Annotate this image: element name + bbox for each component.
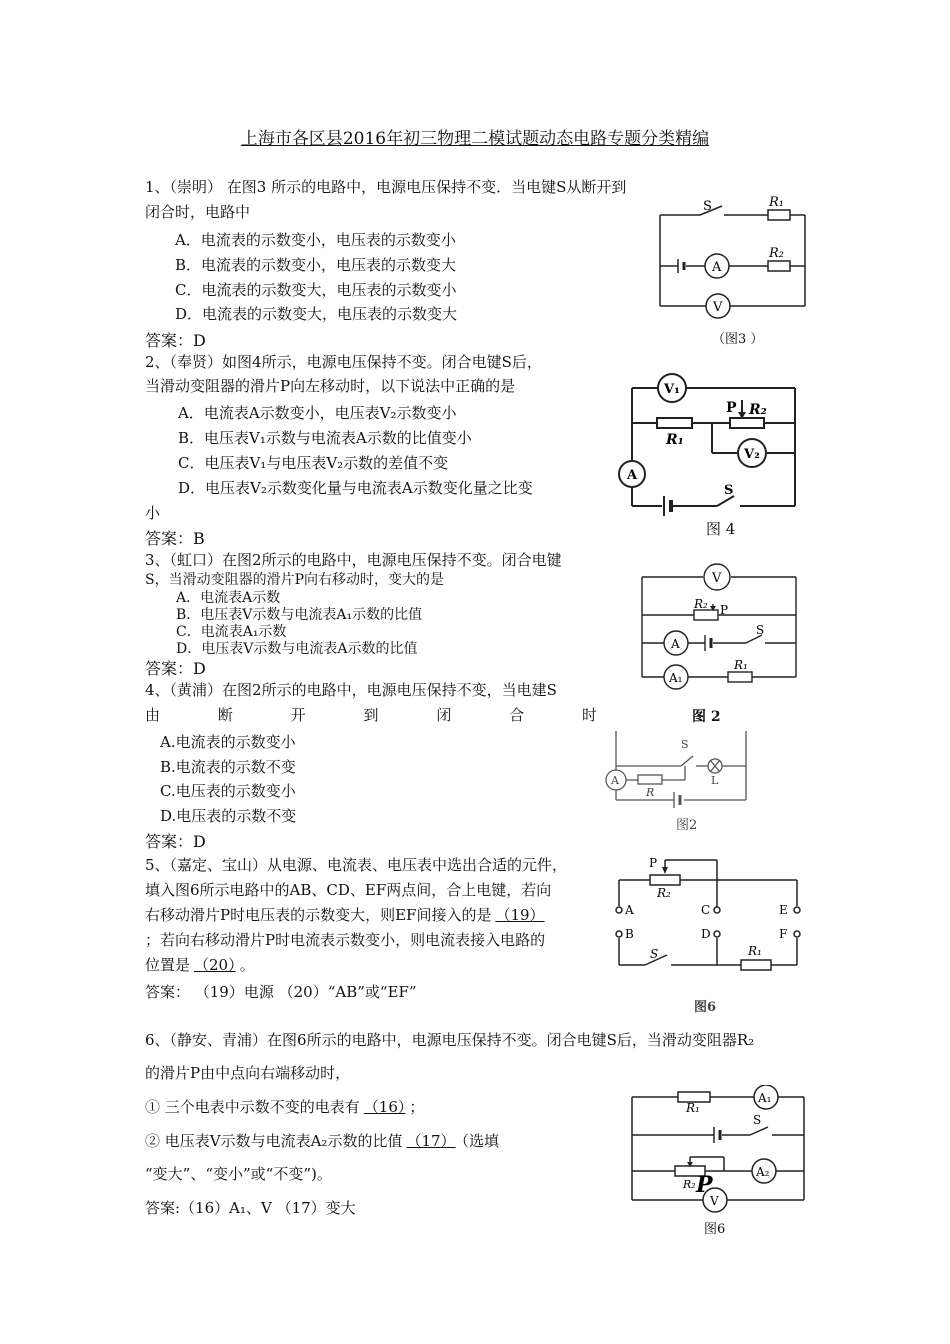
- q6-item-3: “变大”、“变小”或“不变”)。: [145, 1165, 332, 1183]
- q4-figure-caption: 图2: [676, 818, 698, 833]
- q6-switch-label: S: [753, 1113, 762, 1127]
- q5-point-f: F: [779, 927, 788, 941]
- q2-option-d: D．电压表V₂示数变化量与电流表A示数变化量之比变: [178, 479, 533, 497]
- q2-option-c: C．电压表V₁与电压表V₂示数的差值不变: [178, 454, 449, 472]
- q1-r2-label: R₂: [769, 246, 784, 261]
- q4-answer: 答案：D: [145, 832, 206, 851]
- q5-stem-line5: [145, 955, 255, 975]
- q1-answer: 答案：D: [145, 331, 206, 350]
- q6-ammeter2-label: A₂: [756, 1165, 770, 1179]
- q4-stem-line2: [145, 705, 597, 725]
- q3-ammeter1-label: A₁: [669, 671, 683, 685]
- q2-stem-line2: 当滑动变阻器的滑片P向左移动时，以下说法中正确的是: [145, 377, 516, 395]
- q3-stem-line1: 3、（虹口）在图2所示的电路中，电源电压保持不变。闭合电键: [145, 551, 562, 569]
- q6-voltmeter-label: V: [710, 1194, 719, 1208]
- q2-answer: 答案：B: [145, 529, 205, 548]
- q2-r1-label: R₁: [666, 432, 684, 448]
- q6-item2-post: （选填: [461, 1132, 500, 1150]
- q2-ammeter-label: A: [627, 468, 638, 483]
- q3-switch-label: S: [756, 623, 765, 637]
- q5-point-e: E: [779, 903, 788, 917]
- q6-blank-17: （17）: [406, 1132, 456, 1150]
- q6-item-2: [145, 1131, 499, 1151]
- q3-circuit-figure: [628, 562, 808, 692]
- q2-option-d-continued: 小: [145, 504, 161, 522]
- q4-stem-line1: 4、（黄浦）在图2所示的电路中，电源电压保持不变，当电建S: [145, 681, 557, 699]
- q4-option-c: C.电压表的示数变小: [160, 782, 296, 800]
- q1-option-a: A．电流表的示数变小，电压表的示数变小: [175, 231, 456, 249]
- q5-stem-line3-text: 右移动滑片P时电压表的示数变大，则EF间接入的是: [145, 906, 492, 924]
- q1-option-d: D．电流表的示数变大，电压表的示数变大: [175, 305, 458, 323]
- q5-point-c: C: [701, 903, 711, 917]
- q5-p-label: P: [649, 856, 658, 870]
- q6-item2-pre: ② 电压表V示数与电流表A₂示数的比值: [145, 1132, 403, 1150]
- q5-point-a: A: [625, 903, 634, 917]
- q3-r2-label: R₂: [694, 597, 708, 611]
- q6-r2-label: R₂: [683, 1178, 696, 1191]
- q3-stem-line2: S，当滑动变阻器的滑片P向右移动时，变大的是: [145, 572, 445, 588]
- q2-circuit-figure: [612, 368, 812, 533]
- q4-circuit-figure: [598, 728, 763, 818]
- q4-word: 断: [217, 706, 233, 724]
- q1-option-b: B．电流表的示数变小，电压表的示数变大: [175, 256, 457, 274]
- q3-p-label: P: [720, 603, 729, 617]
- q2-v2-label: V₂: [744, 447, 760, 462]
- q5-slider-arrow: [662, 867, 668, 874]
- q6-blank-16: （16）: [363, 1098, 406, 1116]
- q2-option-a: A．电流表A示数变小，电压表V₂示数变小: [178, 404, 457, 422]
- q1-stem-line1: 1、（崇明） 在图3 所示的电路中，电源电压保持不变．当电键S从断开到: [145, 178, 627, 196]
- q5-blank-19: （19）: [495, 906, 545, 924]
- q4-option-d: D.电压表的示数不变: [160, 807, 297, 825]
- q6-item-1: [145, 1097, 424, 1117]
- q5-stem-line3: [145, 905, 545, 925]
- page-title: 上海市各区县2016年初三物理二模试题动态电路专题分类精编: [240, 129, 710, 149]
- q4-option-b: B.电流表的示数不变: [160, 758, 296, 776]
- q3-option-a: A．电流表A示数: [176, 590, 281, 606]
- q5-switch-label: S: [650, 947, 659, 961]
- q3-option-c: C．电流表A₁示数: [176, 624, 287, 640]
- q6-stem-line1: 6、（静安、青浦）在图6所示的电路中，电源电压保持不变。闭合电键S后，当滑动变阻器R₂: [145, 1031, 755, 1049]
- q5-stem-line2: 填入图6所示电路中的AB、CD、EF两点间，合上电键，若向: [145, 881, 552, 899]
- q4-ammeter-label: A: [611, 774, 619, 787]
- q4-word: 合: [509, 706, 525, 724]
- q3-ammeter-label: A: [671, 637, 680, 651]
- q5-blank-20: （20）: [194, 956, 236, 974]
- q2-v1-label: V₁: [664, 382, 680, 397]
- q1-figure-caption: （图3 ）: [712, 332, 764, 347]
- q1-stem-line2: 闭合时，电路中: [145, 203, 251, 221]
- q6-item1-pre: ① 三个电表中示数不变的电表有: [145, 1098, 360, 1116]
- q6-item1-post: ；: [409, 1098, 425, 1116]
- q3-r1-label: R₁: [734, 658, 748, 672]
- q2-r2-label: R₂: [749, 402, 767, 418]
- q2-option-b: B．电压表V₁示数与电流表A示数的比值变小: [178, 429, 472, 447]
- q3-option-b: B．电压表V示数与电流表A₁示数的比值: [176, 607, 423, 623]
- q4-switch-label: S: [681, 738, 689, 751]
- q4-word: 时: [581, 706, 597, 724]
- q5-r1-label: R₁: [748, 944, 762, 958]
- q2-stem-line1: 2、（奉贤）如图4所示，电源电压保持不变。闭合电键S后，: [145, 353, 542, 371]
- q4-lamp-label: L: [711, 774, 719, 787]
- q4-word: 开: [290, 706, 306, 724]
- q3-answer: 答案：D: [145, 659, 206, 678]
- q5-stem-line4: ；若向右移动滑片P时电流表示数变小，则电流表接入电路的: [145, 931, 546, 949]
- q3-voltmeter-label: V: [712, 571, 722, 586]
- q5-point-b: B: [625, 927, 634, 941]
- q4-option-a: A.电流表的示数变小: [160, 733, 296, 751]
- q6-figure-caption: 图6: [704, 1222, 726, 1237]
- q5-figure-caption: 图6: [694, 1000, 717, 1015]
- q6-circuit-figure: [620, 1085, 810, 1215]
- q3-figure-caption: 图 2: [692, 709, 721, 725]
- q4-resistor-label: R: [646, 786, 655, 799]
- q1-switch-label: S: [703, 199, 712, 214]
- q5-r2-label: R₂: [657, 886, 671, 900]
- q6-stem-line2: 的滑片P由中点向右端移动时，: [145, 1064, 351, 1082]
- q6-r1-label: R₁: [686, 1101, 700, 1115]
- q2-switch-label: S: [724, 483, 734, 498]
- q2-figure-caption: 图 4: [706, 520, 736, 538]
- q5-stem-line5-pre: 位置是: [145, 956, 191, 974]
- q5-stem-line5-post: 。: [239, 956, 255, 974]
- q6-p-label: P: [696, 1172, 713, 1198]
- q5-point-d: D: [701, 927, 711, 941]
- q2-p-label: P: [726, 400, 737, 416]
- q5-answer: 答案： （19）电源 （20）“AB”或“EF”: [145, 983, 417, 1001]
- q3-option-d: D．电压表V示数与电流表A示数的比值: [176, 641, 418, 657]
- q1-r1-label: R₁: [769, 195, 784, 210]
- q4-word: 到: [363, 706, 379, 724]
- q4-word: 由: [145, 706, 161, 724]
- q5-circuit-figure: [605, 855, 810, 980]
- q5-stem-line1: 5、（嘉定、宝山）从电源、电流表、电压表中选出合适的元件，: [145, 856, 568, 874]
- q6-answer: 答案:（16）A₁、V （17）变大: [145, 1199, 356, 1217]
- q4-word: 闭: [436, 706, 452, 724]
- q1-circuit-figure: [650, 190, 820, 320]
- q6-ammeter1-label: A₁: [758, 1091, 772, 1105]
- q1-ammeter-label: A: [712, 260, 722, 275]
- q1-voltmeter-label: V: [713, 300, 723, 315]
- q1-option-c: C．电流表的示数变大，电压表的示数变小: [175, 281, 457, 299]
